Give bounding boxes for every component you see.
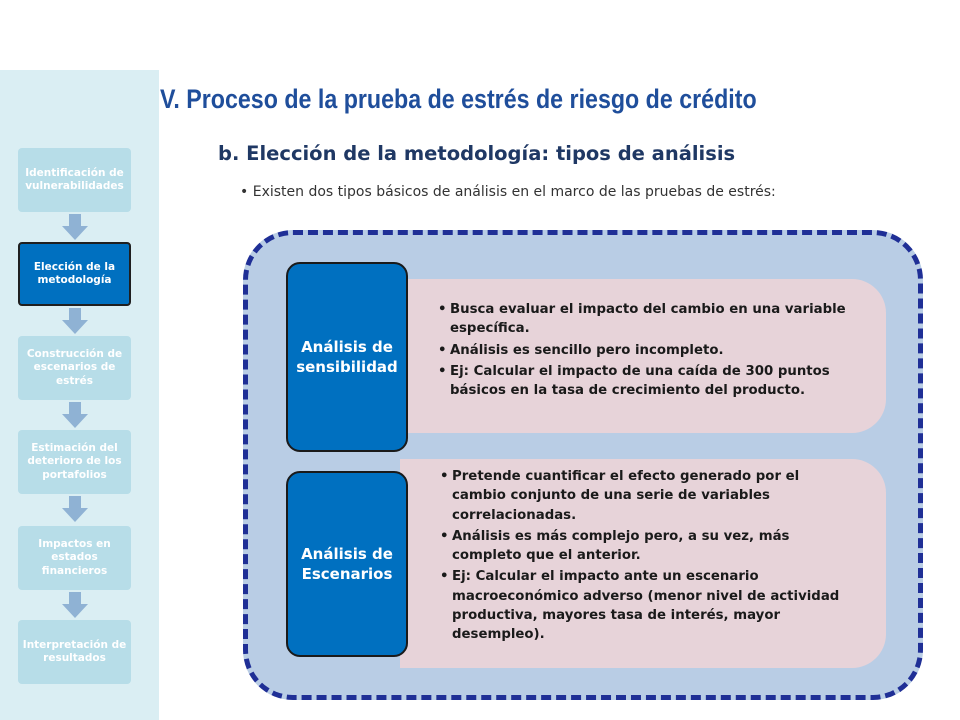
down-arrow-icon [62, 402, 88, 428]
list-item: • Ej: Calcular el impacto de una caída de 300 puntos básicos en la tasa de crecimiento del producto. [438, 362, 862, 401]
step-impactos-estados[interactable]: Impactos en estados financieros [18, 526, 131, 590]
scenarios-label: Análisis de Escenarios [286, 471, 408, 657]
scenarios-bullets [400, 459, 886, 644]
down-arrow-icon [62, 496, 88, 522]
page-title: V. Proceso de la prueba de estrés de riesgo de crédito [160, 84, 757, 114]
intro-text: • Existen dos tipos básicos de análisis en el marco de las pruebas de estrés: [240, 184, 776, 200]
process-sidebar [0, 70, 159, 720]
intro-label: Existen dos tipos básicos de análisis en el marco de las pruebas de estrés: [252, 184, 776, 200]
list-item: • Análisis es más complejo pero, a su vez, más completo que el anterior. [440, 527, 846, 566]
step-construccion-escenarios[interactable]: Construcción de escenarios de estrés [18, 336, 131, 400]
sensitivity-label: Análisis de sensibilidad [286, 262, 408, 452]
down-arrow-icon [62, 214, 88, 240]
step-interpretacion[interactable]: Interpretación de resultados [18, 620, 131, 684]
scenarios-card [400, 459, 886, 668]
step-identificacion[interactable]: Identificación de vulnerabilidades [18, 148, 131, 212]
list-item: • Pretende cuantificar el efecto generado por el cambio conjunto de una serie de variables correlacionadas. [440, 467, 846, 525]
list-item: • Ej: Calcular el impacto ante un escenario macroeconómico adverso (menor nivel de actividad productiva, mayores tasa de interés, mayor desempleo). [440, 567, 846, 644]
down-arrow-icon [62, 308, 88, 334]
list-item: • Análisis es sencillo pero incompleto. [438, 341, 862, 360]
sensitivity-bullets [400, 279, 886, 400]
step-estimacion-deterioro[interactable]: Estimación del deterioro de los portafolios [18, 430, 131, 494]
step-eleccion-metodologia[interactable]: Elección de la metodología [18, 242, 131, 306]
down-arrow-icon [62, 592, 88, 618]
sensitivity-card [400, 279, 886, 433]
section-subtitle: b. Elección de la metodología: tipos de análisis [218, 142, 736, 165]
list-item: • Busca evaluar el impacto del cambio en una variable específica. [438, 300, 862, 339]
